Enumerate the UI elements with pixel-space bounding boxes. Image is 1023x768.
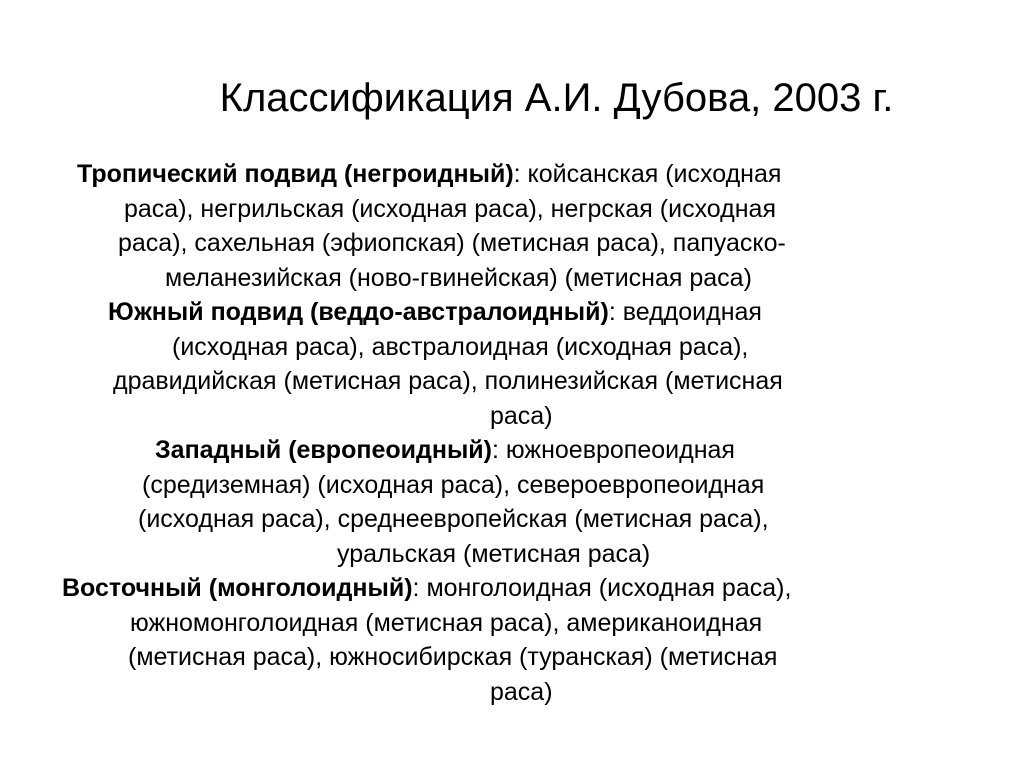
section-3-text-1: южноевропеоидная	[498, 436, 735, 464]
section-1-separator: :	[513, 160, 521, 188]
section-3-line-3	[138, 502, 1023, 537]
section-2-line-3	[113, 364, 1023, 399]
section-1-text-3: раса), сахельная (эфиопская) (метисная раса), папуаско-	[118, 229, 786, 257]
section-4-text-3: (метисная раса), южносибирская (туранская) (метисная	[128, 643, 778, 671]
section-2-text-3: дравидийская (метисная раса), полинезийская (метисная	[113, 367, 783, 395]
section-1-line-3	[118, 226, 1023, 261]
section-2-text-4: раса)	[490, 401, 553, 430]
section-4-text-4: раса)	[490, 677, 553, 706]
section-2-heading: Южный подвид (веддо-австралоидный)	[108, 298, 609, 326]
section-4-line-4	[490, 675, 1023, 710]
section-4-text-2: южномонголоидная (метисная раса), американоидная	[130, 608, 763, 637]
section-1-text-1: койсанская (исходная	[520, 160, 782, 188]
section-4-line-1	[62, 571, 1023, 606]
section-2-line-2	[172, 330, 1023, 365]
section-4-line-2	[130, 606, 1023, 641]
section-2-separator: :	[608, 298, 616, 326]
section-4-text-1: монголоидная (исходная раса),	[419, 574, 792, 602]
section-3-heading: Западный (европеоидный)	[155, 436, 492, 464]
section-3-line-1	[155, 433, 1023, 468]
section-1-text-2: раса), негрильская (исходная раса), негрская (исходная	[124, 194, 776, 223]
section-4-line-3	[128, 640, 1023, 675]
section-3-line-4	[337, 537, 1023, 572]
section-4-separator: :	[412, 574, 420, 602]
section-1-text-4: меланезийская (ново-гвинейская) (метисная раса)	[165, 263, 752, 292]
section-2-text-1: веддоидная	[615, 298, 762, 326]
section-3-text-2: (средиземная) (исходная раса), североевропеоидная	[142, 470, 765, 499]
section-4-heading: Восточный (монголоидный)	[62, 574, 413, 602]
section-3-text-3: (исходная раса), среднеевропейская (метисная раса),	[138, 505, 769, 533]
section-1-line-4	[165, 261, 1023, 296]
section-3-line-2	[142, 468, 1023, 503]
section-3-text-4: уральская (метисная раса)	[337, 539, 651, 568]
section-2-text-2: (исходная раса), австралоидная (исходная раса),	[172, 332, 749, 361]
section-1-line-1	[77, 157, 1023, 192]
section-2-line-4	[490, 399, 1023, 434]
section-1-heading: Тропический подвид (негроидный)	[77, 160, 514, 188]
section-1-line-2	[124, 192, 1023, 227]
section-2-line-1	[108, 295, 1023, 330]
section-3-separator: :	[492, 436, 499, 464]
slide-title: Классификация А.И. Дубова, 2003 г.	[219, 76, 894, 120]
